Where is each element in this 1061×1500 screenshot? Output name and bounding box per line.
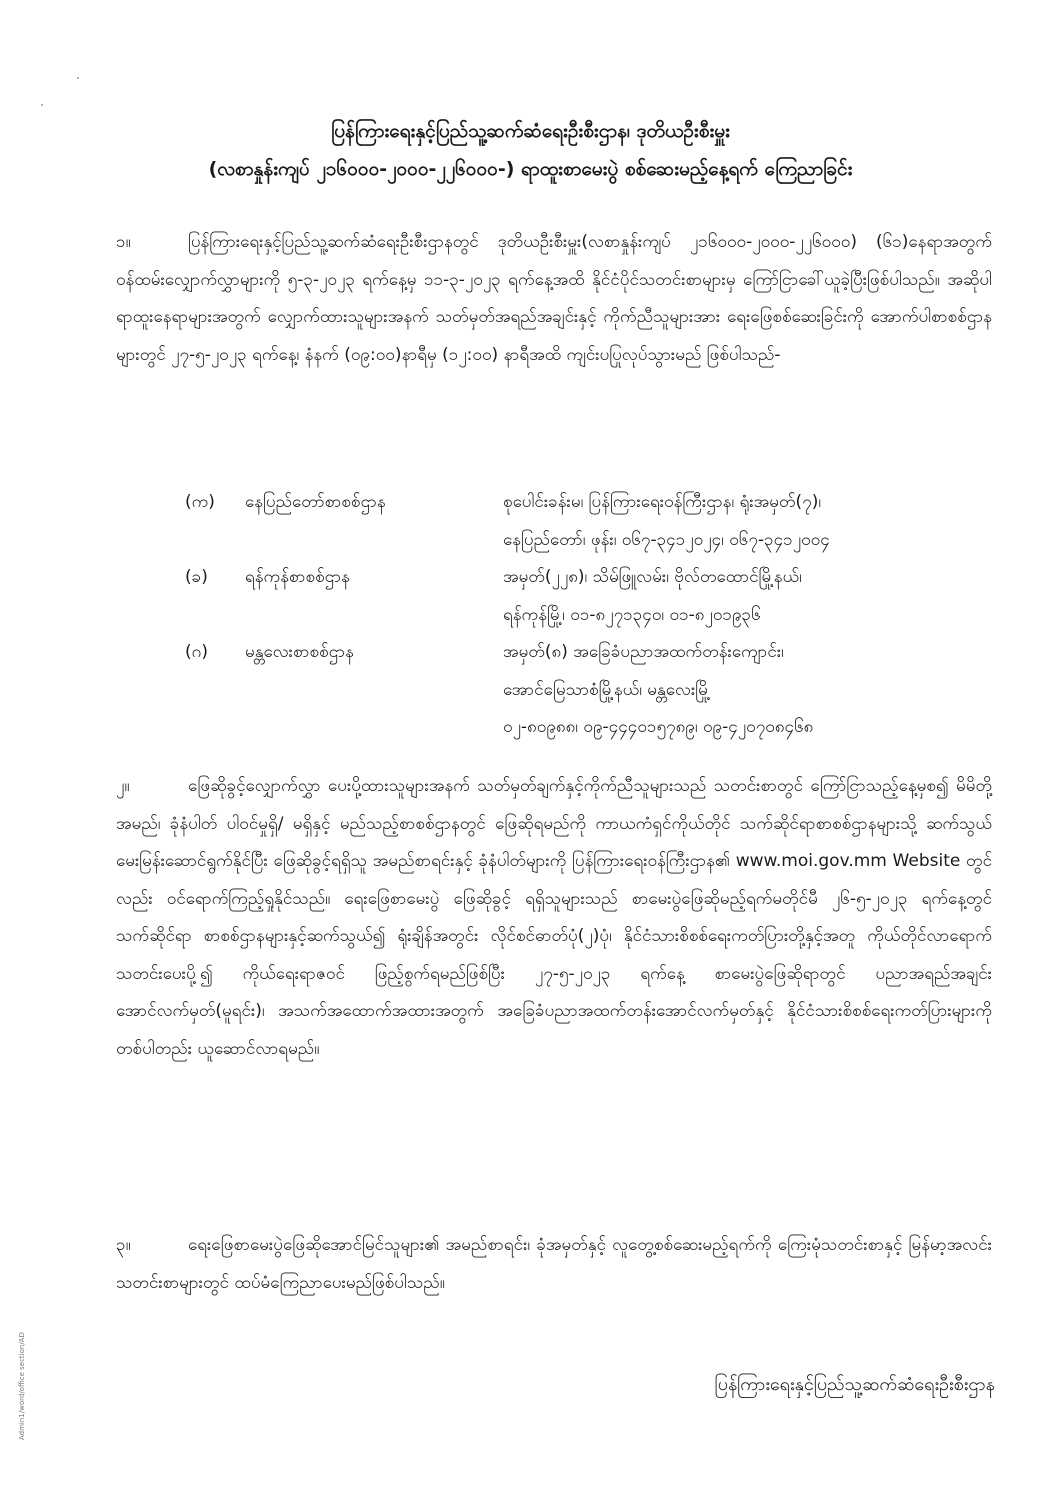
- exam-center-address: [503, 634, 995, 747]
- file-path-note: Admin1/word/office section/AD: [18, 1332, 26, 1440]
- paragraph-1: [116, 224, 992, 374]
- exam-center-label: [185, 559, 503, 634]
- paragraph-text: ပြန်ကြားရေးနှင့်ပြည်သူ့ဆက်ဆံရေးဦးစီးဌာနတွင် ဒုတိယဦးစီးမှူး(လစာနှုန်းကျပ် ၂၁၆၀၀၀-၂၀၀၀-၂၂၆၀၀၀) (၆၁)နေရာအတွက် ဝန်ထမ်းလျှောက်လွှာများကို ၅-၃-၂၀၂၃ ရက်နေ့မှ ၁၁-၃-၂၀၂၃ ရက်နေ့အထိ နိုင်ငံပိုင်သတင်းစာများမှ ကြော်ငြာခေါ်ယူခဲ့ပြီးဖြစ်ပါသည်။ အဆိုပါ ရာထူးနေရာများအတွက် လျှောက်ထားသူများအနက် သတ်မှတ်အရည်အချင်းနှင့် ကိုက်ညီသူများအား ရေးဖြေစစ်ဆေးခြင်းကို အောက်ပါစာစစ်ဌာနများတွင် ၂၇-၅-၂၀၂၃ ရက်နေ့၊ နံနက် (၀၉:၀၀)နာရီမှ (၁၂:၀၀) နာရီအထိ ကျင်းပပြုလုပ်သွားမည် ဖြစ်ပါသည်-: [116, 232, 992, 365]
- exam-center-row: [185, 484, 995, 559]
- address-line: အမှတ်(၈) အခြေခံပညာအထက်တန်းကျောင်း၊: [503, 642, 784, 662]
- exam-center-label: [185, 484, 503, 559]
- exam-center-code: (ဂ): [185, 642, 208, 662]
- title-block: [60, 112, 1001, 188]
- exam-center-name: ရန်ကုန်စာစစ်ဌာန: [245, 567, 350, 587]
- exam-center-address: [503, 484, 995, 559]
- address-line: နေပြည်တော်၊ ဖုန်း၊ ၀၆၇-၃၄၁၂၀၂၄၊ ၀၆၇-၃၄၁၂၀၀၄: [503, 529, 830, 550]
- exam-center-code: (ခ): [185, 567, 208, 587]
- exam-centers-list: [185, 484, 995, 747]
- title-line-1: ပြန်ကြားရေးနှင့်ပြည်သူ့ဆက်ဆံရေးဦးစီးဌာန၊ ဒုတိယဦးစီးမှူး: [331, 120, 730, 142]
- address-line: အောင်မြေသာစံမြို့နယ်၊ မန္တလေးမြို့: [503, 679, 711, 700]
- exam-center-row: [185, 634, 995, 747]
- address-line: စုပေါင်းခန်းမ၊ ပြန်ကြားရေးဝန်ကြီးဌာန၊ ရုံးအမှတ်(၇)၊: [503, 492, 822, 512]
- exam-center-name: မန္တလေးစာစစ်ဌာန: [245, 642, 354, 662]
- paragraph-text: ရေးဖြေစာမေးပွဲဖြေဆိုအောင်မြင်သူများ၏ အမည်စာရင်း၊ ခုံအမှတ်နှင့် လူတွေ့စစ်ဆေးမည့်ရက်ကို ကြေးမုံသတင်းစာနှင့် မြန်မာ့အလင်းသတင်းစာများတွင် ထပ်မံကြေညာပေးမည်ဖြစ်ပါသည်။: [116, 1235, 992, 1293]
- exam-center-code: (က): [185, 492, 215, 512]
- scan-speck: [77, 77, 79, 79]
- exam-center-address: [503, 559, 995, 634]
- paragraph-text: ဖြေဆိုခွင့်လျှောက်လွှာ ပေးပို့ထားသူများအနက် သတ်မှတ်ချက်နှင့်ကိုက်ညီသူများသည် သတင်းစာတွင် ကြော်ငြာသည့်နေ့မှစ၍ မိမိတို့အမည်၊ ခုံနံပါတ် ပါဝင်မှုရှိ/ မရှိနှင့် မည်သည့်စာစစ်ဌာနတွင် ဖြေဆိုရမည်ကို ကာယကံရှင်ကိုယ်တိုင် သက်ဆိုင်ရာစာစစ်ဌာနများသို့ ဆက်သွယ်မေးမြန်းဆောင်ရွက်နိုင်ပြီး ဖြေဆိုခွင့်ရရှိသူ အမည်စာရင်းနှင့် ခုံနံပါတ်များကို ပြန်ကြားရေးဝန်ကြီးဌာန၏ www.moi.gov.mm Website တွင်လည်း ဝင်ရောက်ကြည့်ရှုနိုင်သည်။ ရေးဖြေစာမေးပွဲ ဖြေဆိုခွင့် ရရှိသူများသည် စာမေးပွဲဖြေဆိုမည့်ရက်မတိုင်မီ ၂၆-၅-၂၀၂၃ ရက်နေ့တွင် သက်ဆိုင်ရာ စာစစ်ဌာနများနှင့်ဆက်သွယ်၍ ရုံးချိန်အတွင်း လိုင်စင်ဓာတ်ပုံ(၂)ပုံ၊ နိုင်ငံသားစိစစ်ရေးကတ်ပြားတို့နှင့်အတူ ကိုယ်တိုင်လာရောက်သတင်းပေးပို့၍ ကိုယ်ရေးရာဇဝင် ဖြည့်စွက်ရမည်ဖြစ်ပြီး ၂၇-၅-၂၀၂၃ ရက်နေ့ စာမေးပွဲဖြေဆိုရာတွင် ပညာအရည်အချင်းအောင်လက်မှတ်(မူရင်း)၊ အသက်အထောက်အထားအတွက် အခြေခံပညာအထက်တန်းအောင်လက်မှတ်နှင့် နိုင်ငံသားစိစစ်ရေးကတ်ပြားများကို တစ်ပါတည်း ယူဆောင်လာရမည်။: [116, 776, 992, 1059]
- address-line: အမှတ်(၂၂၈)၊ သိမ်ဖြူလမ်း၊ ဗိုလ်တထောင်မြို့နယ်၊: [503, 567, 802, 587]
- exam-center-name: နေပြည်တော်စာစစ်ဌာန: [245, 492, 386, 512]
- exam-center-label: [185, 634, 503, 747]
- address-line: ရန်ကုန်မြို့၊ ၀၁-၈၂၇၁၃၄၀၊ ၀၁-၈၂၀၁၉၃၆: [503, 604, 761, 625]
- paragraph-number: ၃။: [116, 1235, 131, 1255]
- paragraph-number: ၂။: [116, 776, 130, 796]
- title-line-2: (လစာနှုန်းကျပ် ၂၁၆၀၀၀-၂၀၀၀-၂၂၆၀၀၀-) ရာထူးစာမေးပွဲ စစ်ဆေးမည့်နေ့ရက် ကြေညာခြင်း: [208, 158, 853, 180]
- paragraph-number: ၁။: [116, 232, 131, 252]
- scan-speck: [41, 104, 43, 106]
- exam-center-row: [185, 559, 995, 634]
- issuer-signature: ပြန်ကြားရေးနှင့်ပြည်သူ့ဆက်ဆံရေးဦးစီးဌာန: [714, 1374, 995, 1395]
- address-line: ၀၂-၈၀၉၈၈၊ ၀၉-၄၄၄၀၁၅၇၈၉၊ ၀၉-၄၂၀၇၀၈၄၆၈: [503, 717, 814, 737]
- paragraph-2: [116, 768, 992, 1068]
- paragraph-3: [116, 1227, 992, 1302]
